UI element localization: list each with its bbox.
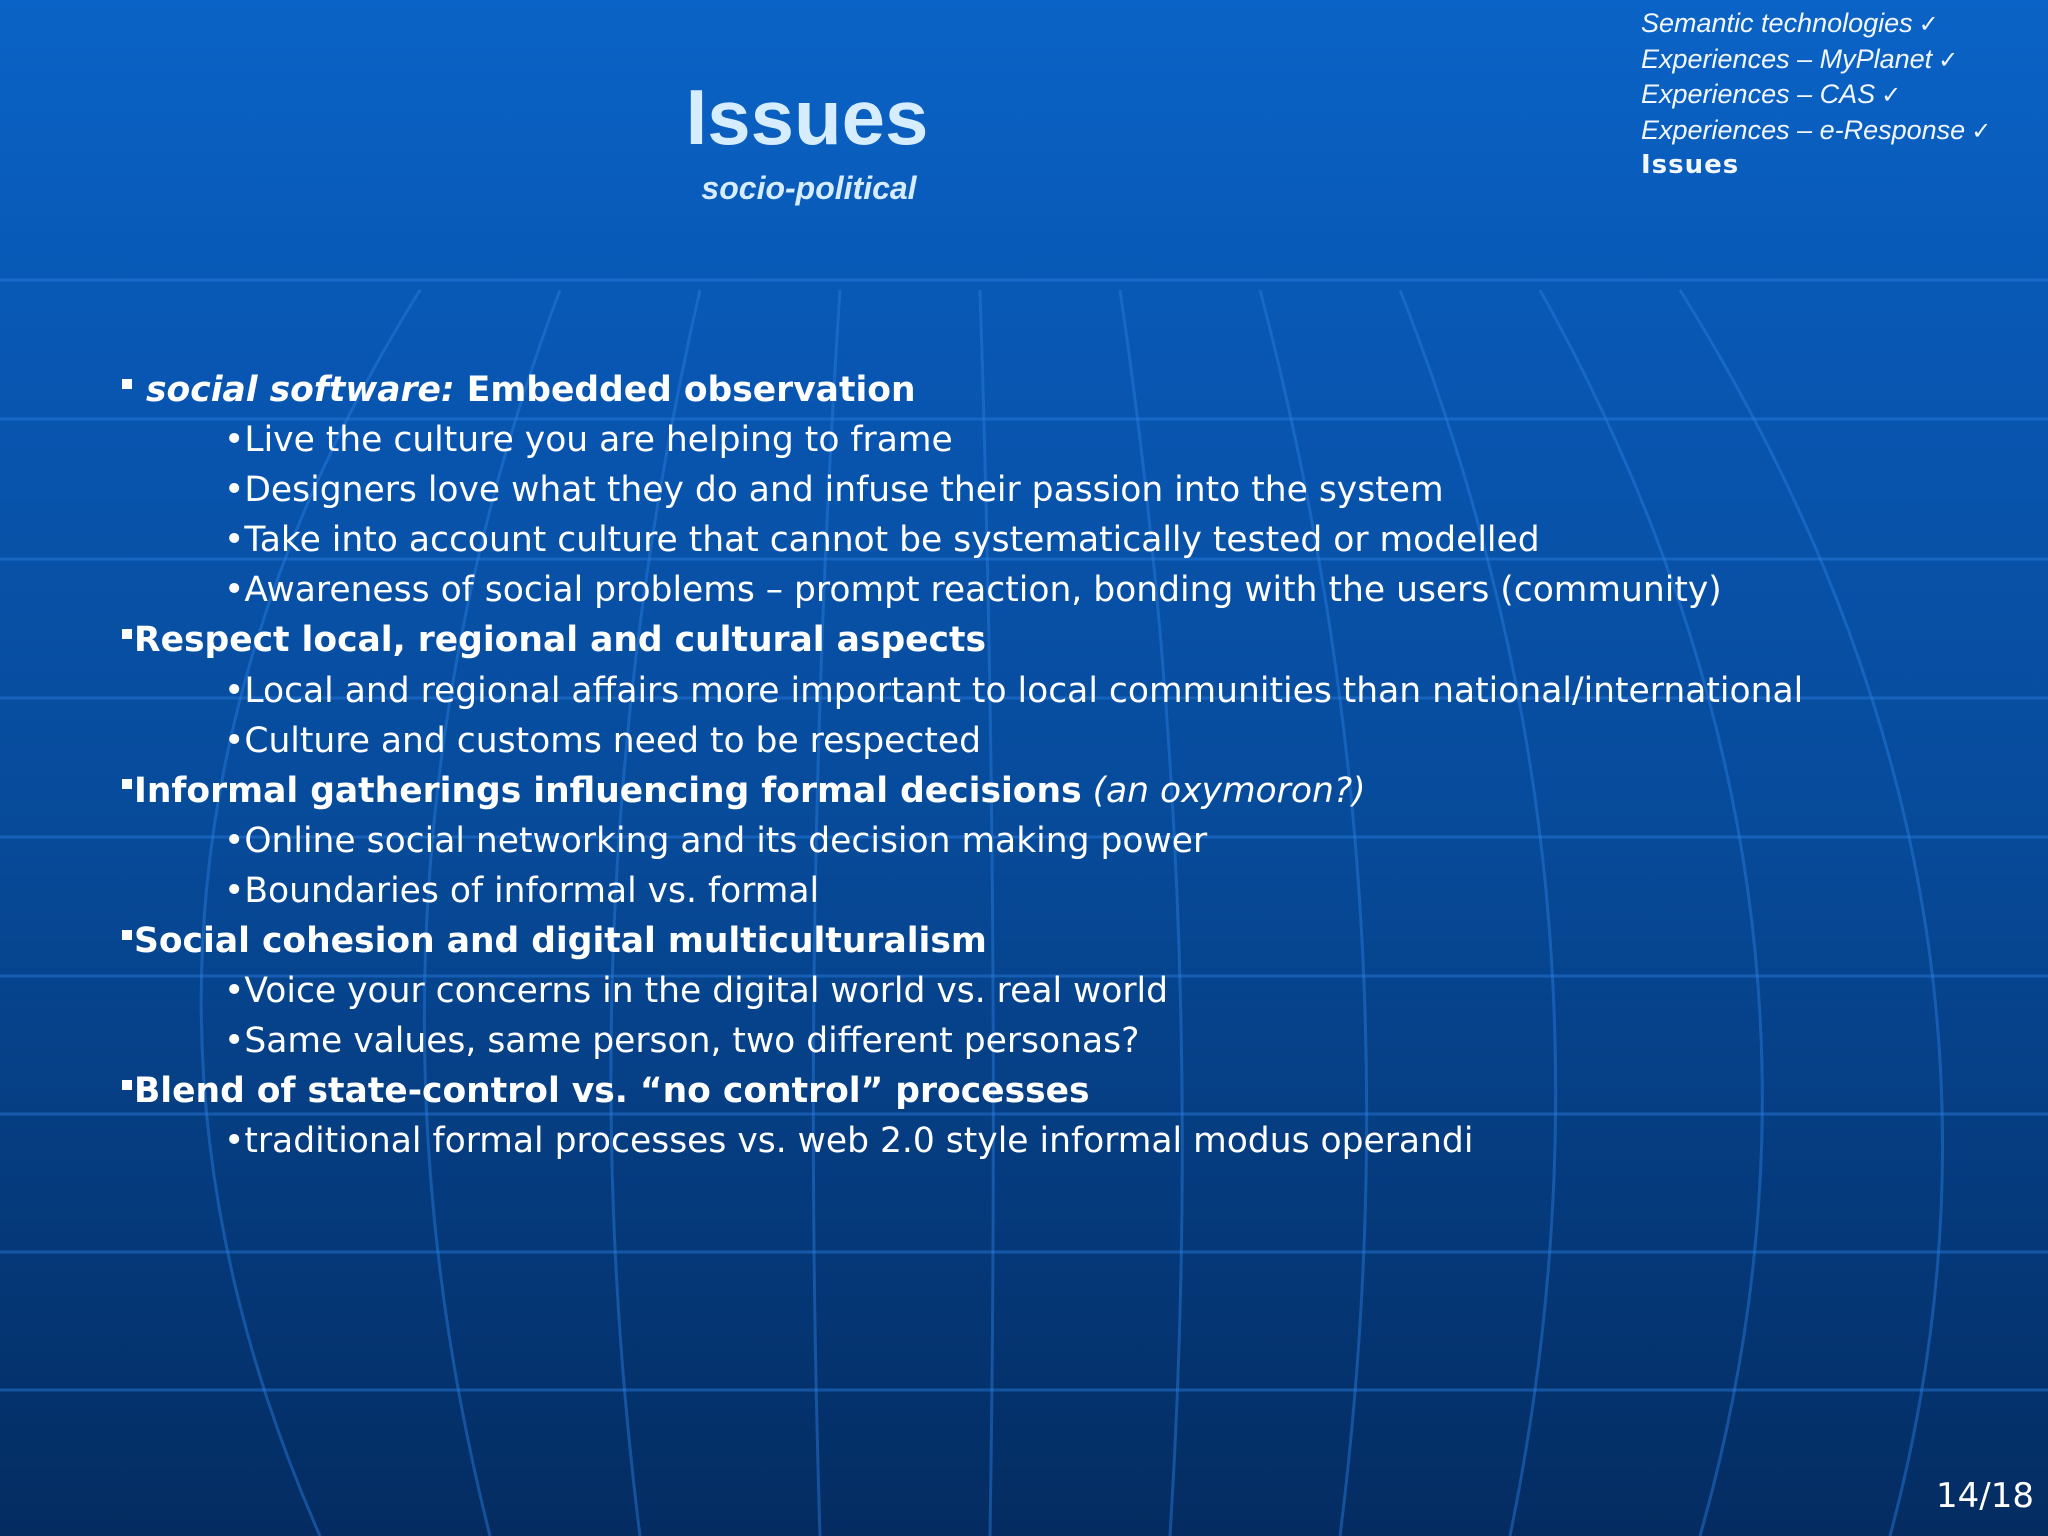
section-navigation [1641,6,1991,183]
nav-item-myplanet[interactable] [1641,42,1991,78]
heading-text: Embedded observation [454,370,916,410]
checkmark-icon: ✓ [1881,81,1902,109]
bullet-heading [122,365,2012,415]
bullet-heading [122,766,2012,816]
nav-item-semantic-technologies[interactable] [1641,6,1991,42]
heading-text: Informal gatherings influencing formal decisions [134,770,1082,811]
nav-item-issues-current[interactable] [1641,148,1991,183]
heading-text: Respect local, regional and cultural aspects [134,620,987,661]
nav-item-label: Experiences – MyPlanet [1641,43,1933,74]
bullet-heading [122,1066,2012,1116]
sub-bullet: •Awareness of social problems – prompt reaction, bonding with the users (community) [224,570,1722,611]
sub-bullet: •Same values, same person, two different personas? [224,1021,1140,1062]
square-bullet-icon [122,629,132,639]
nav-item-label: Issues [1641,150,1740,180]
heading-aside: (an oxymoron?) [1081,770,1366,811]
checkmark-icon: ✓ [1938,45,1959,74]
sub-bullet: •Take into account culture that cannot be systematically tested or modelled [224,520,1540,561]
bullet-heading [122,615,2012,665]
sub-bullet: •Live the culture you are helping to frame [224,420,953,461]
slide-title: Issues [685,73,929,161]
nav-item-cas[interactable] [1641,77,1991,113]
heading-emphasis: social software: [146,370,455,410]
nav-item-e-response[interactable] [1641,113,1991,149]
sub-bullet: •Designers love what they do and infuse their passion into the system [224,470,1444,511]
heading-text: Social cohesion and digital multiculturalism [134,921,987,962]
slide-content [122,365,2012,1167]
square-bullet-icon [122,1080,132,1090]
sub-bullet: •Voice your concerns in the digital world vs. real world [224,971,1168,1012]
sub-bullet: •Boundaries of informal vs. formal [224,870,820,911]
sub-bullet: •Culture and customs need to be respected [224,720,982,761]
slide-subtitle: socio-political [701,170,917,206]
square-bullet-icon [122,379,132,389]
nav-item-label: Experiences – CAS [1641,79,1876,109]
page-number: 14/18 [1936,1476,2034,1516]
checkmark-icon: ✓ [1971,116,1992,145]
sub-bullet: •Online social networking and its decision making power [224,820,1208,861]
sub-bullet: •traditional formal processes vs. web 2.0 style informal modus operandi [224,1121,1474,1162]
nav-item-label: Experiences – e-Response [1641,114,1966,145]
nav-item-label: Semantic technologies [1641,8,1913,38]
checkmark-icon: ✓ [1918,10,1939,38]
sub-bullet: •Local and regional affairs more important to local communities than national/international [224,670,1804,711]
square-bullet-icon [122,779,132,789]
square-bullet-icon [122,930,132,940]
bullet-heading [122,916,2012,966]
heading-text: Blend of state-control vs. “no control” processes [134,1071,1090,1112]
